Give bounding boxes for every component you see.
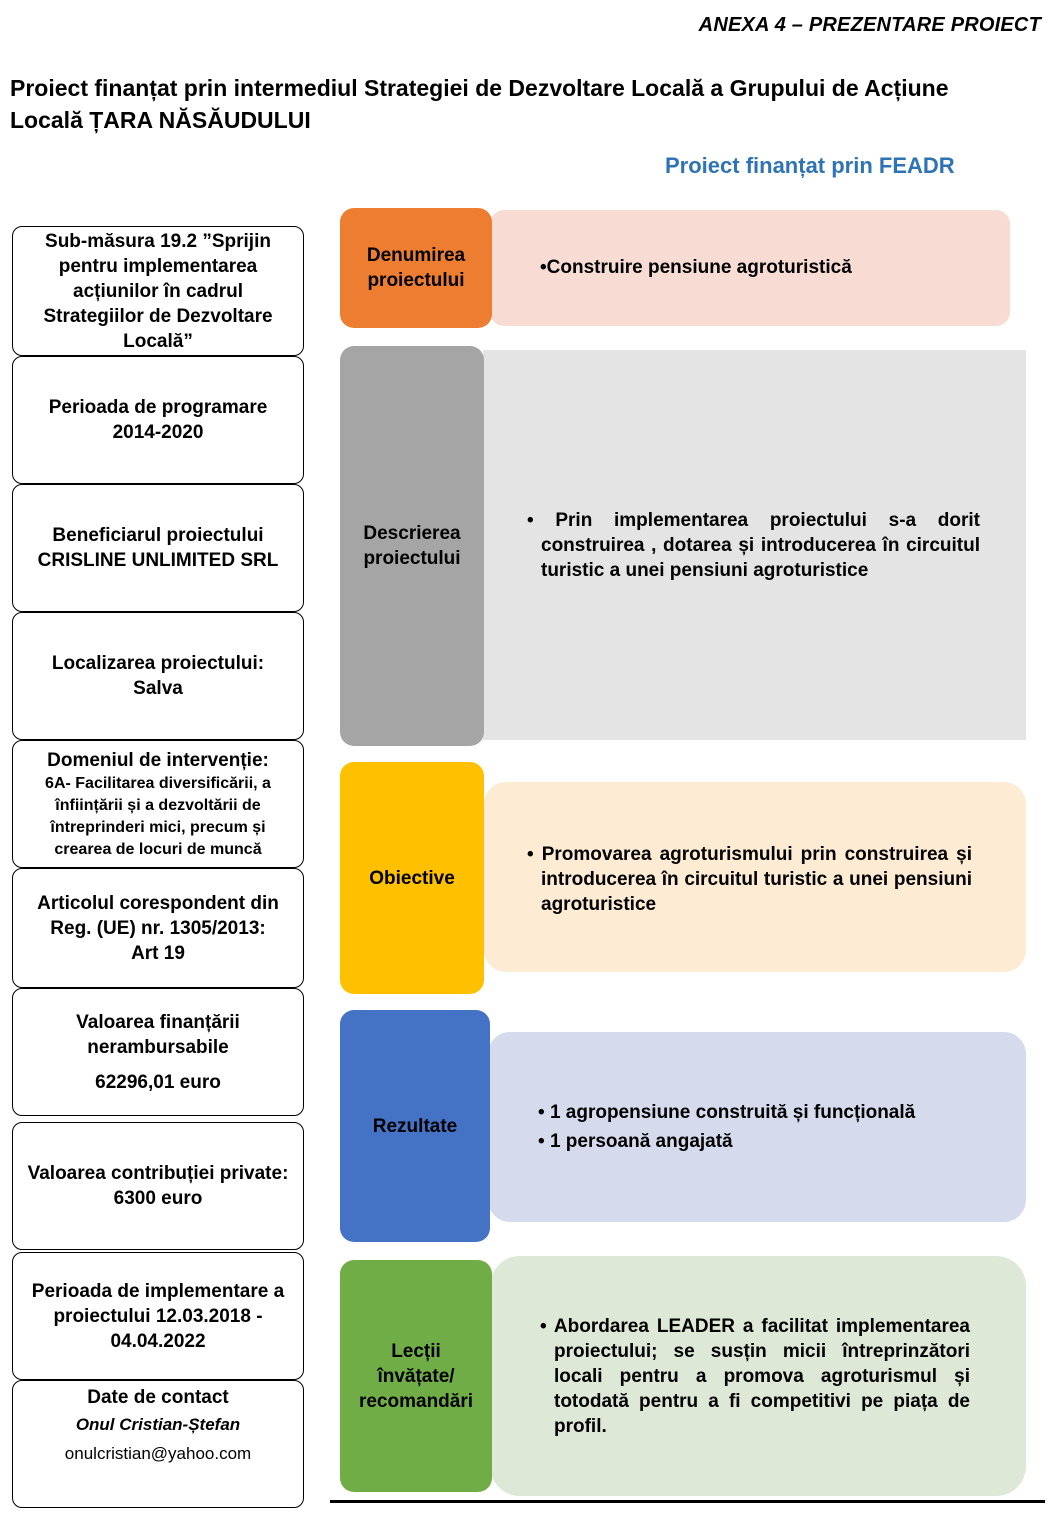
project-name-label-text: Denumirea proiectului bbox=[366, 245, 466, 291]
project-name-label bbox=[340, 208, 492, 328]
results-item: • 1 agropensiune construită și funcțională bbox=[538, 1102, 916, 1123]
intervention-domain-box bbox=[12, 740, 304, 868]
lessons-bullets bbox=[540, 1314, 970, 1439]
description-label-text: Descrierea proiectului bbox=[363, 523, 461, 569]
title-line-1: Proiect finanțat prin intermediul Strategiei de Dezvoltare Locală a Grupului de Acțiune bbox=[10, 75, 949, 101]
funding-subtitle: Proiect finanțat prin FEADR bbox=[665, 153, 955, 178]
period-value: 2014-2020 bbox=[112, 422, 204, 443]
period-label: Perioada de programare bbox=[48, 397, 268, 418]
contact-box bbox=[12, 1380, 304, 1508]
programming-period-box bbox=[12, 356, 304, 484]
article-label: Articolul corespondent din Reg. (UE) nr. 1305/2013: bbox=[37, 892, 279, 939]
annex-heading: ANEXA 4 – PREZENTARE PROIECT bbox=[698, 14, 1041, 36]
implementation-period-box bbox=[12, 1252, 304, 1380]
implementation-period-text: Perioada de implementare a proiectului 12.03.2018 - 04.04.2022 bbox=[31, 1280, 285, 1352]
description-bullets bbox=[527, 508, 980, 583]
private-contribution-box bbox=[12, 1122, 304, 1250]
beneficiary-box bbox=[12, 484, 304, 612]
description-label bbox=[340, 346, 484, 746]
beneficiary-label: Beneficiarul proiectului bbox=[52, 525, 264, 546]
bottom-rule bbox=[330, 1500, 1045, 1503]
objectives-bullets bbox=[527, 842, 972, 917]
lessons-item: • Abordarea LEADER a facilitat implementarea proiectului; se susțin micii întreprinzători locali pentru a promova agroturismul și totodată pentru a fi competitivi pe piața de profil. bbox=[540, 1316, 970, 1437]
beneficiary-value: CRISLINE UNLIMITED SRL bbox=[37, 550, 279, 571]
private-contribution-text: Valoarea contribuției private: 6300 euro bbox=[27, 1163, 289, 1209]
project-name-bullets bbox=[540, 255, 980, 280]
title-line-2: Locală ȚARA NĂSĂUDULUI bbox=[10, 107, 311, 133]
article-value: Art 19 bbox=[131, 942, 185, 964]
results-label bbox=[340, 1010, 490, 1242]
location-label: Localizarea proiectului: bbox=[51, 653, 265, 674]
objectives-item: • Promovarea agroturismului prin construirea și introducerea în circuitul turistic a unei pensiuni agroturistice bbox=[527, 844, 973, 915]
submeasure-text: Sub-măsura 19.2 ”Sprijin pentru implementarea acțiunilor în cadrul Strategiilor de Dezvoltare Locală” bbox=[43, 230, 273, 352]
domain-value: 6A- Facilitarea diversificării, a înființării și a dezvoltării de întreprinderi mici, precum și crearea de locuri de muncă bbox=[45, 774, 271, 858]
location-box bbox=[12, 612, 304, 740]
article-box bbox=[12, 868, 304, 988]
lessons-label-text: Lecții învățate/ recomandări bbox=[358, 1340, 474, 1412]
funding-value-box bbox=[12, 988, 304, 1116]
funding-label: Valoarea finanțării nerambursabile bbox=[76, 1011, 240, 1058]
results-label-text: Rezultate bbox=[372, 1115, 458, 1137]
results-bullets bbox=[538, 1100, 978, 1154]
domain-label: Domeniul de intervenție: bbox=[47, 749, 269, 771]
objectives-label-text: Obiective bbox=[369, 867, 455, 889]
submeasure-box bbox=[12, 226, 304, 356]
page-title bbox=[10, 72, 1040, 136]
objectives-label bbox=[340, 762, 484, 994]
contact-email[interactable]: onulcristian@yahoo.com bbox=[64, 1444, 252, 1463]
location-value: Salva bbox=[133, 678, 183, 699]
project-name-item: •Construire pensiune agroturistică bbox=[540, 257, 852, 278]
lessons-label bbox=[340, 1260, 492, 1492]
description-item: • Prin implementarea proiectului s-a dorit construirea , dotarea și introducerea în circuitul turistic a unei pensiuni agroturistice bbox=[527, 510, 981, 581]
contact-name: Onul Cristian-Ștefan bbox=[75, 1415, 241, 1434]
results-item: • 1 persoană angajată bbox=[538, 1131, 733, 1152]
funding-value: 62296,01 euro bbox=[95, 1071, 221, 1093]
contact-label: Date de contact bbox=[87, 1387, 229, 1408]
